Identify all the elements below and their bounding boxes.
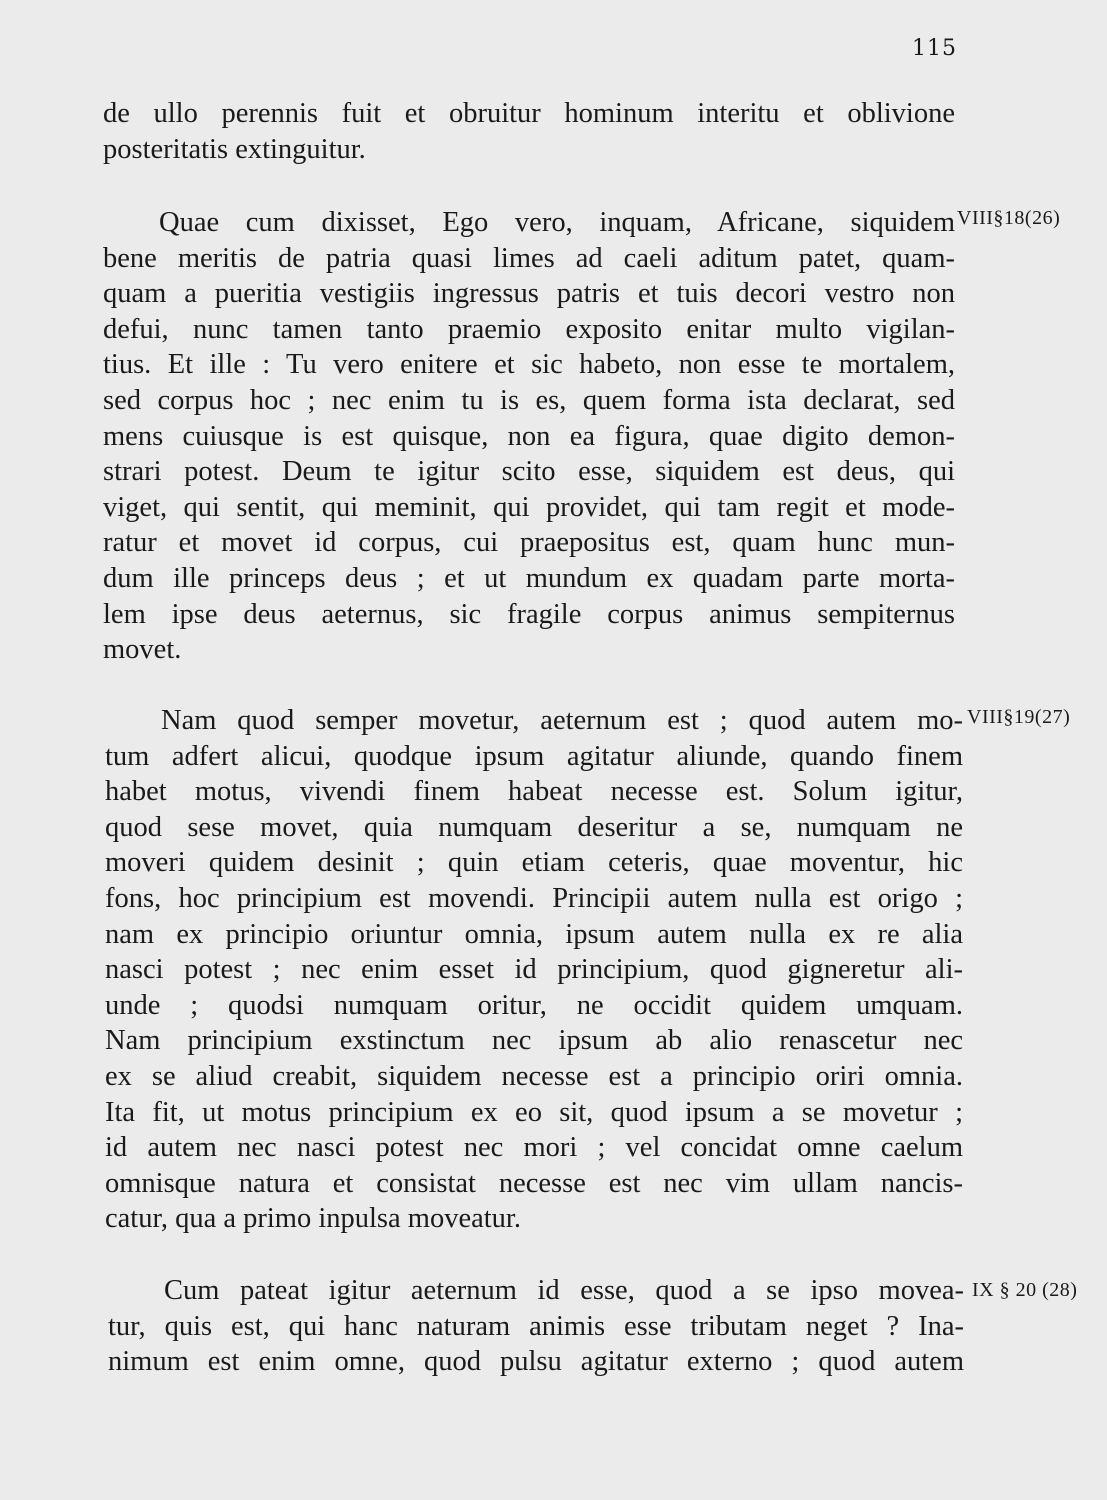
text-line: tius. Et ille : Tu vero enitere et sic habeto, non esse te mortalem, <box>103 349 955 381</box>
text-line: sed corpus hoc ; nec enim tu is es, quem forma ista declarat, sed <box>103 384 955 416</box>
text-line: viget, qui sentit, qui meminit, qui providet, qui tam regit et mode- <box>103 491 955 523</box>
text-line: catur, qua a primo inpulsa moveatur. <box>105 1203 521 1235</box>
text-line: lem ipse deus aeternus, sic fragile corpus animus sempiternus <box>103 598 955 630</box>
text-line: moveri quidem desinit ; quin etiam ceteris, quae moventur, hic <box>105 847 963 879</box>
text-line: Ita fit, ut motus principium ex eo sit, quod ipsum a se movetur ; <box>105 1096 963 1128</box>
text-line: fons, hoc principium est movendi. Principii autem nulla est origo ; <box>105 882 963 914</box>
page-number: 115 <box>912 36 957 61</box>
text-line: nasci potest ; nec enim esset id principium, quod gigneretur ali- <box>105 954 963 986</box>
text-line: tur, quis est, qui hanc naturam animis esse tributam neget ? Ina- <box>108 1310 964 1342</box>
text-line: id autem nec nasci potest nec mori ; vel concidat omne caelum <box>105 1132 963 1164</box>
text-line: Cum pateat igitur aeternum id esse, quod a se ipso movea- <box>164 1275 964 1306</box>
text-line: nimum est enim omne, quod pulsu agitatur externo ; quod autem <box>108 1346 964 1378</box>
text-line: dum ille princeps deus ; et ut mundum ex quadam parte morta- <box>103 562 955 594</box>
text-line: quam a pueritia vestigiis ingressus patris et tuis decori vestro non <box>103 278 955 310</box>
text-line: strari potest. Deum te igitur scito esse, siquidem est deus, qui <box>103 456 955 488</box>
text-line: posteritatis extinguitur. <box>103 133 366 165</box>
text-line: Nam quod semper movetur, aeternum est ; quod autem mo- <box>161 705 963 736</box>
margin-reference: VIII§19(27) <box>967 706 1071 728</box>
margin-reference: VIII§18(26) <box>957 207 1061 229</box>
text-line: omnisque natura et consistat necesse est nec vim ullam nancis- <box>105 1167 963 1199</box>
paragraph-2 <box>103 205 955 668</box>
text-line: bene meritis de patria quasi limes ad caeli aditum patet, quam- <box>103 242 955 274</box>
text-line: unde ; quodsi numquam oritur, ne occidit quidem umquam. <box>105 989 963 1021</box>
paragraph-3 <box>105 703 963 1237</box>
margin-reference: IX § 20 (28) <box>972 1279 1078 1301</box>
text-line: mens cuiusque is est quisque, non ea figura, quae digito demon- <box>103 420 955 452</box>
text-line: nam ex principio oriuntur omnia, ipsum autem nulla ex re alia <box>105 918 963 950</box>
text-line: Quae cum dixisset, Ego vero, inquam, Africane, siquidem <box>159 207 955 238</box>
text-line: defui, nunc tamen tanto praemio exposito enitar multo vigilan- <box>103 313 955 345</box>
text-line: ex se aliud creabit, siquidem necesse est a principio oriri omnia. <box>105 1060 963 1092</box>
text-line: movet. <box>103 634 182 666</box>
text-line: de ullo perennis fuit et obruitur hominum interitu et oblivione <box>103 98 955 129</box>
text-line: ratur et movet id corpus, cui praepositus est, quam hunc mun- <box>103 527 955 559</box>
text-line: habet motus, vivendi finem habeat necesse est. Solum igitur, <box>105 776 963 808</box>
text-line: quod sese movet, quia numquam deseritur a se, numquam ne <box>105 811 963 843</box>
paragraph-4 <box>108 1273 964 1380</box>
text-line: Nam principium exstinctum nec ipsum ab alio renascetur nec <box>105 1025 963 1057</box>
paragraph-1 <box>103 96 955 167</box>
text-line: tum adfert alicui, quodque ipsum agitatur aliunde, quando finem <box>105 740 963 772</box>
